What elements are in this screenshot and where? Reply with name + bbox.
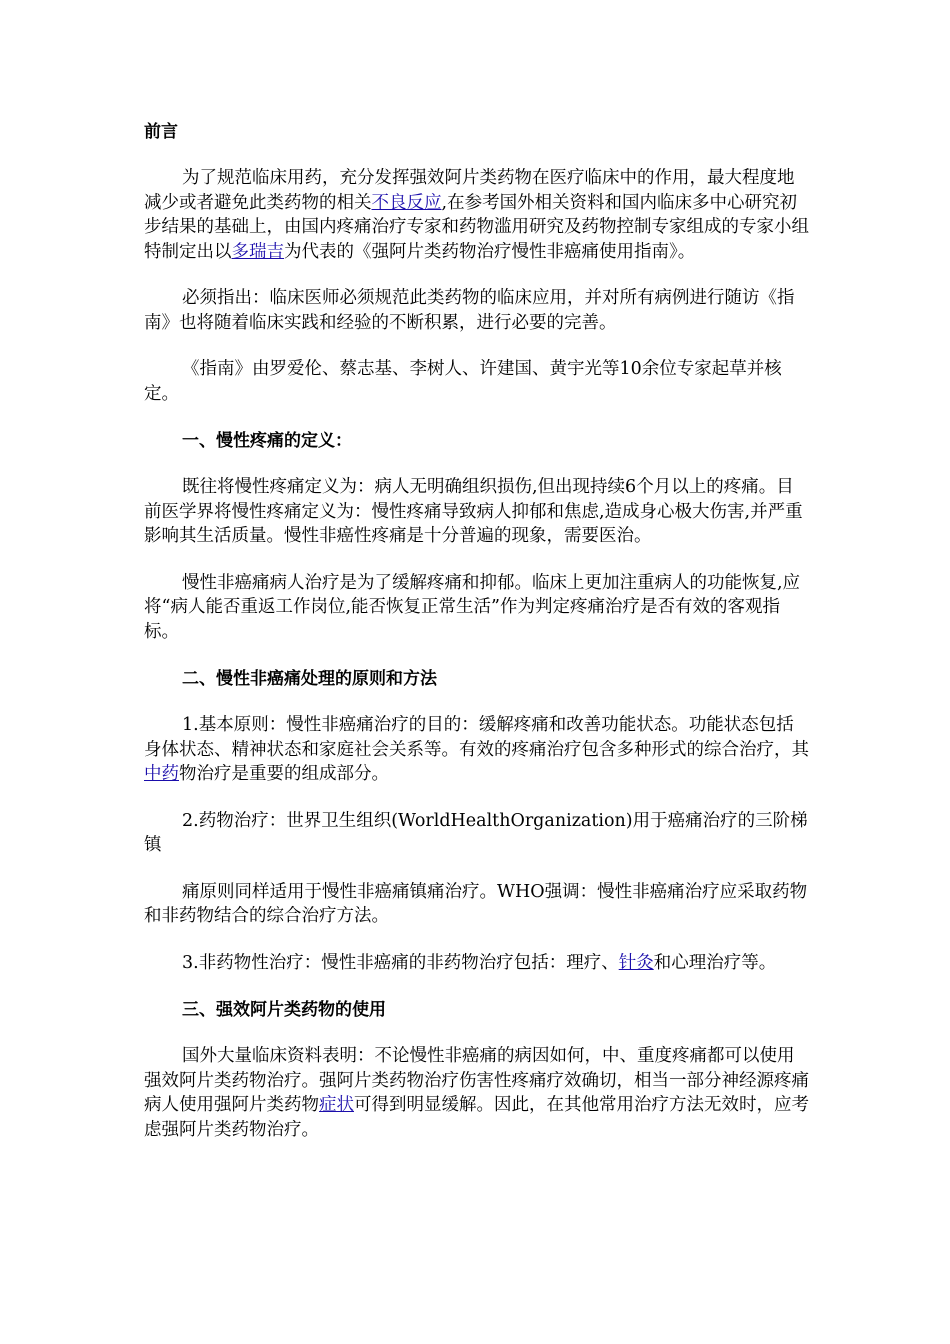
document-page (144, 120, 809, 1164)
section-1-heading: 一、慢性疼痛的定义： (182, 431, 352, 451)
intro-paragraph-1 (144, 166, 809, 264)
intro-p1-text-c: 为代表的《强阿片类药物治疗慢性非癌痛使用指南》。 (284, 241, 696, 262)
section-2-heading: 二、慢性非癌痛处理的原则和方法 (182, 669, 437, 689)
s2-p1-text-b: 物治疗是重要的组成部分。 (179, 764, 389, 784)
s3-p1-text-b: 可得到明显缓解。因此，在其他常用治疗方法无效时，应考虑强阿片类药物治疗。 (144, 1095, 809, 1140)
section-2-paragraph-2: 2.药物治疗：世界卫生组织(WorldHealthOrganization)用于癌痛治疗的三阶梯镇 (144, 810, 808, 855)
section-3-paragraph-1 (144, 1044, 809, 1142)
s2-p4-text-b: 和心理治疗等。 (653, 952, 777, 973)
adverse-reaction-link[interactable]: 不良反应 (371, 192, 442, 213)
intro-p1-text-a: 为了规范临床用药，充分发挥强效阿片类药物在医疗临床中的作用，最大程度地减少或者避免此类药物的相关 (144, 168, 795, 213)
intro-paragraph-3: 《指南》由罗爱伦、蔡志基、李树人、许建国、黄宇光等10余位专家起草并核定。 (144, 359, 782, 404)
s3-p1-text-a: 国外大量临床资料表明：不论慢性非癌痛的病因如何，中、重度疼痛都可以使用强效阿片类药物治疗。强阿片类药物治疗伤害性疼痛疗效确切，相当一部分神经源疼痛病人使用强阿片类药物 (144, 1046, 809, 1115)
intro-paragraph-2: 必须指出：临床医师必须规范此类药物的临床应用，并对所有病例进行随访《指南》也将随着临床实践和经验的不断积累，进行必要的完善。 (144, 288, 795, 333)
symptom-link[interactable]: 症状 (319, 1095, 354, 1115)
preface-heading: 前言 (144, 122, 178, 142)
section-2-paragraph-1 (144, 713, 809, 787)
intro-p1-text-b: ,在参考国外相关资料和国内临床多中心研究初步结果的基础上，由国内疼痛治疗专家和药物滥用研究及药物控制专家组成的专家小组特制定出以 (144, 192, 809, 262)
tcm-link[interactable]: 中药 (144, 764, 179, 784)
duragesic-link[interactable]: 多瑞吉 (231, 241, 284, 262)
section-2-paragraph-4 (144, 951, 809, 976)
section-1-paragraph-1: 既往将慢性疼痛定义为：病人无明确组织损伤,但出现持续6个月以上的疼痛。目前医学界将慢性疼痛定义为：慢性疼痛导致病人抑郁和焦虑,造成身心极大伤害,并严重影响其生活质量。慢性非癌性疼痛是十分普遍的现象，需要医治。 (144, 477, 803, 546)
section-2-paragraph-3: 痛原则同样适用于慢性非癌痛镇痛治疗。WHO强调：慢性非癌痛治疗应采取药物和非药物结合的综合治疗方法。 (144, 881, 808, 926)
s2-p4-text-a: 3.非药物性治疗：慢性非癌痛的非药物治疗包括：理疗、 (182, 952, 619, 973)
s2-p1-text-a: 1.基本原则：慢性非癌痛治疗的目的：缓解疼痛和改善功能状态。功能状态包括身体状态、精神状态和家庭社会关系等。有效的疼痛治疗包含多种形式的综合治疗，其 (144, 715, 809, 760)
acupuncture-link[interactable]: 针灸 (618, 952, 654, 973)
section-1-paragraph-2: 慢性非癌痛病人治疗是为了缓解疼痛和抑郁。临床上更加注重病人的功能恢复,应将“病人能否重返工作岗位,能否恢复正常生活”作为判定疼痛治疗是否有效的客观指标。 (144, 572, 801, 642)
section-3-heading: 三、强效阿片类药物的使用 (182, 1000, 386, 1020)
